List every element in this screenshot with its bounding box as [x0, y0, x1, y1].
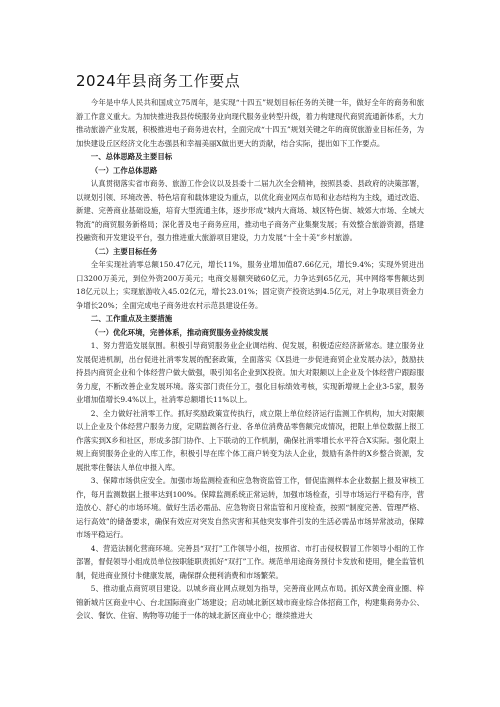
paragraph-item-3: 3、保障市场供应安全。加强市场监测检查和应急物资监管工作，督促监测样本企业数据上报及审核工作，每月监测数据上报率达到100%。保障监测系统正常运转，加强市场检查，引导市场运行平稳有序，营造放心、舒心的市场环境。做好生活必需品、应急物资日常监管和月度检查，按照“制度完善、管理严格、运行高效”的储备要求，确保有效应对突发自然灾害和其他突发事件引发的生活必需品市场异常波动，保障市场平稳运行。	[76, 476, 424, 539]
section-heading-2: 二、工作重点及主要措施	[90, 314, 173, 323]
paragraph-main-targets: 全年实现社消零总额150.47亿元，增长11%，服务业增加值87.66亿元，增长9.4%；实现外贸进出口3200万美元，到位外资200万美元；电商交易额突破60亿元，力争达到65亿元，其中网络零售额达到18亿元以上；实现旅游收入45.02亿元，增长23.01%；固定资产投资达到4.5亿元，对上争取项目资金力争增长20%；全面完成电子商务进农村示范县建设任务。	[76, 260, 424, 310]
paragraph-item-4: 4、营造法制化营商环境。完善县“双打”工作领导小组，按照省、市打击侵权假冒工作领导小组的工作部署，督促领导小组成员单位按职能职责抓好“双打”工作。规范单用途商务预付卡发放和使用，健全监管机制，促进商业预付卡健康发展，确保群众便利消费和市场繁荣。	[76, 543, 424, 580]
document-body	[76, 96, 424, 623]
paragraph-general-approach: 认真贯彻落实省市商务、旅游工作会议以及县委十二届九次全会精神，按照县委、县政府的决策部署，以规划引领、环境改善、特色培育和载体建设为重点，以优化商业网点布局和业态结构为主线，通过改造、新建、完善商业基础设施，培育大型流通主体，逐步形成“城内大商场、城区特色街、城郊大市场、全域大物流”的商贸服务新格局；深化普及电子商务应用，推动电子商务产业集聚发展；有效整合旅游资源，搭建投融资和开发建设平台，强力推进重大旅游项目建设，力力发展“十全十美”乡村旅游。	[76, 179, 424, 242]
subsection-heading-2-1: （一）优化环境，完善体系，推动商贸服务业持续发展	[90, 327, 269, 337]
subsection-heading-1-1: （一）工作总体思路	[90, 165, 158, 175]
document-title: 2024年县商务工作要点	[76, 72, 241, 90]
paragraph-item-5: 5、推动重点商贸项目建设。以城乡商业网点规划为指导，完善商业网点布局。抓好X黄金商业圈、梓锦新城片区商业中心、台北国际商业广场建设；启动城北新区城市商业综合体招商工作，构建集商务办公、会议、餐饮、住宿、购物等功能于一体的城北新区商业中心；继续推进大	[76, 584, 424, 620]
section-heading-1: 一、总体思路及主要目标	[90, 152, 173, 161]
subsection-heading-1-2: （二）主要目标任务	[90, 246, 158, 256]
paragraph-item-2: 2、全力做好社消零工作。抓好奖励政策宣传执行，成立限上单位经济运行监测工作机构，加大对限额以上企业及个体经营户服务力度，定期监测各行业、各单位消费品零售额完成情况，把限上单位数据上报工作落实到X乡和社区，形成多部门协作、上下联动的工作机制，确保社消零增长水平符合X实际。强化限上规上商贸服务企业的入库工作，积极引导在库个体工商户转变为法人企业，鼓励有条件的X乡整合资源，发展批零住餐法人单位申报入库。	[76, 408, 424, 472]
intro-paragraph: 今年是中华人民共和国成立75周年，是实现“十四五”规划目标任务的关键一年，做好全年的商务和旅游工作意义重大。为加快推进我县传统服务业向现代服务业转型升级，着力构建现代商贸流通新体系，大力推动旅游产业发展，积极推进电子商务进农村，全面完成“十四五”规划关键之年的商贸旅游业目标任务，为加快建设丘区经济文化生态强县和幸福美丽X做出更大的贡献，结合实际，提出如下工作要点。	[76, 98, 424, 148]
paragraph-item-1: 1、努力营造发展氛围。积极引导商贸服务业企业调结构、促发展，积极适应经济新常态。建立服务业发展促进机制，出台促进社消零发展的配套政策，全面落实《X县进一步促进商贸企业发展办法》，鼓励扶持县内商贸企业和个体经营户做大做强，吸引知名企业到X投资。加大对限额以上企业及个体经营户跟踪服务力度，不断改善企业发展环境。落实部门责任分工，强化目标绩效考核，实现新增规上企业3-5家，服务业增加值增长9.4%以上，社消零总额增长11%以上。	[76, 341, 424, 404]
